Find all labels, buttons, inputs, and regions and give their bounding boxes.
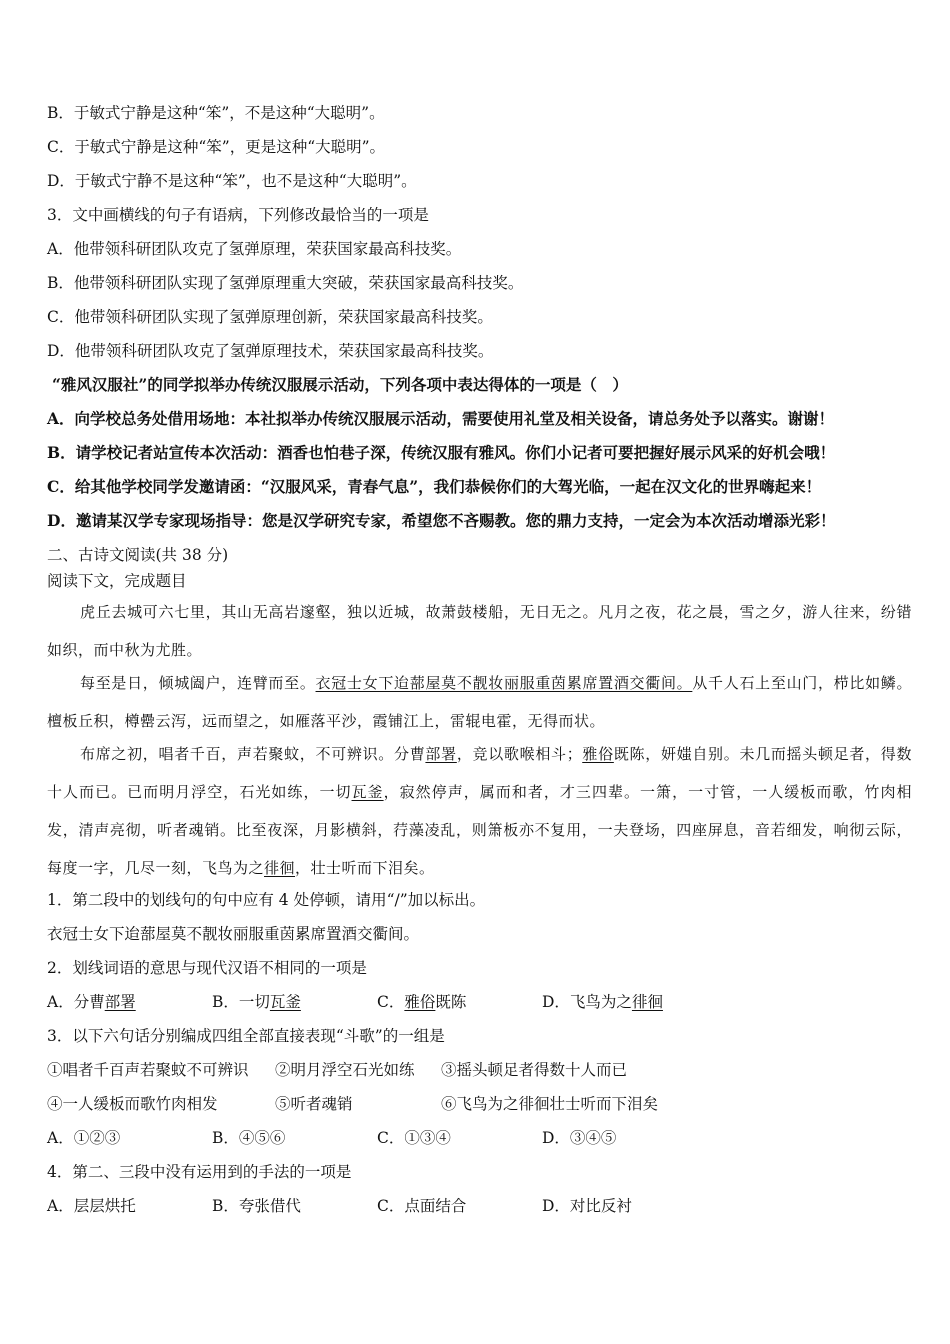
q3-option-d: D．他带领科研团队攻克了氢弹原理技术，荣获国家最高科技奖。 [47,342,494,360]
r3-option-d: D．③④⑤ [542,1129,617,1147]
r4-options [47,1195,907,1217]
p3-text-e: ，壮士听而下泪矣。 [295,859,435,877]
p2-text-before: 每至是日，倾城阖户，连臂而至。 [80,674,316,692]
p3-underlined-word-4: 徘徊 [264,859,296,877]
p3-text-b: ，竞以歌喉相斗； [456,745,583,763]
q4-stem: “雅风汉服社”的同学拟举办传统汉服展示活动，下列各项中表达得体的一项是（ ） [52,375,628,394]
p3-text-d: ，寂然停声，属而和者，才三四辈。一箫，一寸管，一人缓板而歌，竹肉相发，清声亮彻，听者魂销。比至夜深，月影横斜，荇藻凌乱，则箫板亦不复用，一夫登场，四座屏息，音若细发，响彻云际，每度一字，几尽一刻，飞鸟为之 [47,783,912,877]
passage-paragraph-2 [47,664,912,740]
q4-option-a: A．向学校总务处借用场地：本社拟举办传统汉服展示活动，需要使用礼堂及相关设备，请总务处予以落实。谢谢！ [47,409,835,428]
r2-option-b: B．一切瓦釜 [212,993,301,1011]
q2-option-c: C．于敏式宁静是这种“笨”，更是这种“大聪明”。 [47,138,386,156]
r1-stem: 1．第二段中的划线句的句中应有 4 处停顿，请用“/”加以标出。 [47,891,486,909]
p3-underlined-word-2: 雅俗 [582,745,614,763]
r3-sentences-row-2 [47,1093,907,1115]
q2-option-d: D．于敏式宁静不是这种“笨”，也不是这种“大聪明”。 [47,172,417,190]
q3-stem: 3．文中画横线的句子有语病，下列修改最恰当的一项是 [47,206,429,224]
r4-option-c: C．点面结合 [377,1197,467,1215]
q3-option-c: C．他带领科研团队实现了氢弹原理创新，荣获国家最高科技奖。 [47,308,493,326]
r1-sentence: 衣冠士女下迨蔀屋莫不靓妆丽服重茵累席置酒交衢间。 [47,925,420,943]
r3-options [47,1127,907,1149]
q3-option-a: A．他带领科研团队攻克了氢弹原理，荣获国家最高科技奖。 [47,240,462,258]
q2-option-b: B．于敏式宁静是这种“笨”，不是这种“大聪明”。 [47,104,385,122]
section-title: 二、古诗文阅读(共 38 分) [47,546,229,564]
r3-sentences-row-1 [47,1059,907,1081]
r4-option-b: B．夸张借代 [212,1197,301,1215]
r4-option-a: A．层层烘托 [47,1197,136,1215]
section-intro: 阅读下文，完成题目 [47,572,187,590]
r2-option-d: D．飞鸟为之徘徊 [542,993,663,1011]
r4-stem: 4．第二、三段中没有运用到的手法的一项是 [47,1163,352,1181]
r2-options [47,991,907,1013]
r3-option-a: A．①②③ [47,1129,121,1147]
r3-sentence-6: ⑥飞鸟为之徘徊壮士听而下泪矣 [441,1095,659,1113]
r3-option-c: C．①③④ [377,1129,451,1147]
p3-underlined-word-1: 部署 [425,745,457,763]
q4-option-b: B．请学校记者站宣传本次活动：酒香也怕巷子深，传统汉服有雅风。你们小记者可要把握好展示风采的好机会哦！ [47,443,836,462]
r3-sentence-5: ⑤听者魂销 [275,1095,353,1113]
r3-sentence-3: ③摇头顿足者得数十人而已 [441,1061,628,1079]
p2-underlined-sentence: 衣冠士女下迨蔀屋莫不靓妆丽服重茵累席置酒交衢间。 [315,674,693,692]
r3-sentence-1: ①唱者千百声若聚蚊不可辨识 [47,1061,249,1079]
p3-text-a: 布席之初，唱者千百，声若聚蚊，不可辨识。分曹 [80,745,426,763]
passage-paragraph-3 [47,735,912,887]
q4-option-c: C．给其他学校同学发邀请函：“汉服风采，青春气息”，我们恭候你们的大驾光临，一起在汉文化的世界嗨起来！ [47,477,822,496]
r2-option-c: C．雅俗既陈 [377,993,467,1011]
p3-text-c: 既陈，妍媸自别。未几而摇头顿足者，得数十人而已。已而明月浮空，石光如练，一切 [47,745,912,801]
r3-option-b: B．④⑤⑥ [212,1129,286,1147]
r3-sentence-2: ②明月浮空石光如练 [275,1061,415,1079]
r3-sentence-4: ④一人缓板而歌竹肉相发 [47,1095,218,1113]
p2-text-after: 从千人石上至山门，栉比如鳞。檀板丘积，樽罍云泻，远而望之，如雁落平沙，霞铺江上，雷辊电霍，无得而状。 [47,674,912,730]
r4-option-d: D．对比反衬 [542,1197,632,1215]
p3-underlined-word-3: 瓦釜 [351,783,384,801]
r2-stem: 2．划线词语的意思与现代汉语不相同的一项是 [47,959,367,977]
q4-option-d: D．邀请某汉学专家现场指导：您是汉学研究专家，希望您不吝赐教。您的鼎力支持，一定会为本次活动增添光彩！ [47,511,836,530]
r3-stem: 3．以下六句话分别编成四组全部直接表现“斗歌”的一组是 [47,1027,445,1045]
q3-option-b: B．他带领科研团队实现了氢弹原理重大突破，荣获国家最高科技奖。 [47,274,524,292]
passage-paragraph-1: 虎丘去城可六七里，其山无高岩邃壑，独以近城，故萧鼓楼船，无日无之。凡月之夜，花之晨，雪之夕，游人往来，纷错如织，而中秋为尤胜。 [47,603,912,659]
r2-option-a: A．分曹部署 [47,993,136,1011]
